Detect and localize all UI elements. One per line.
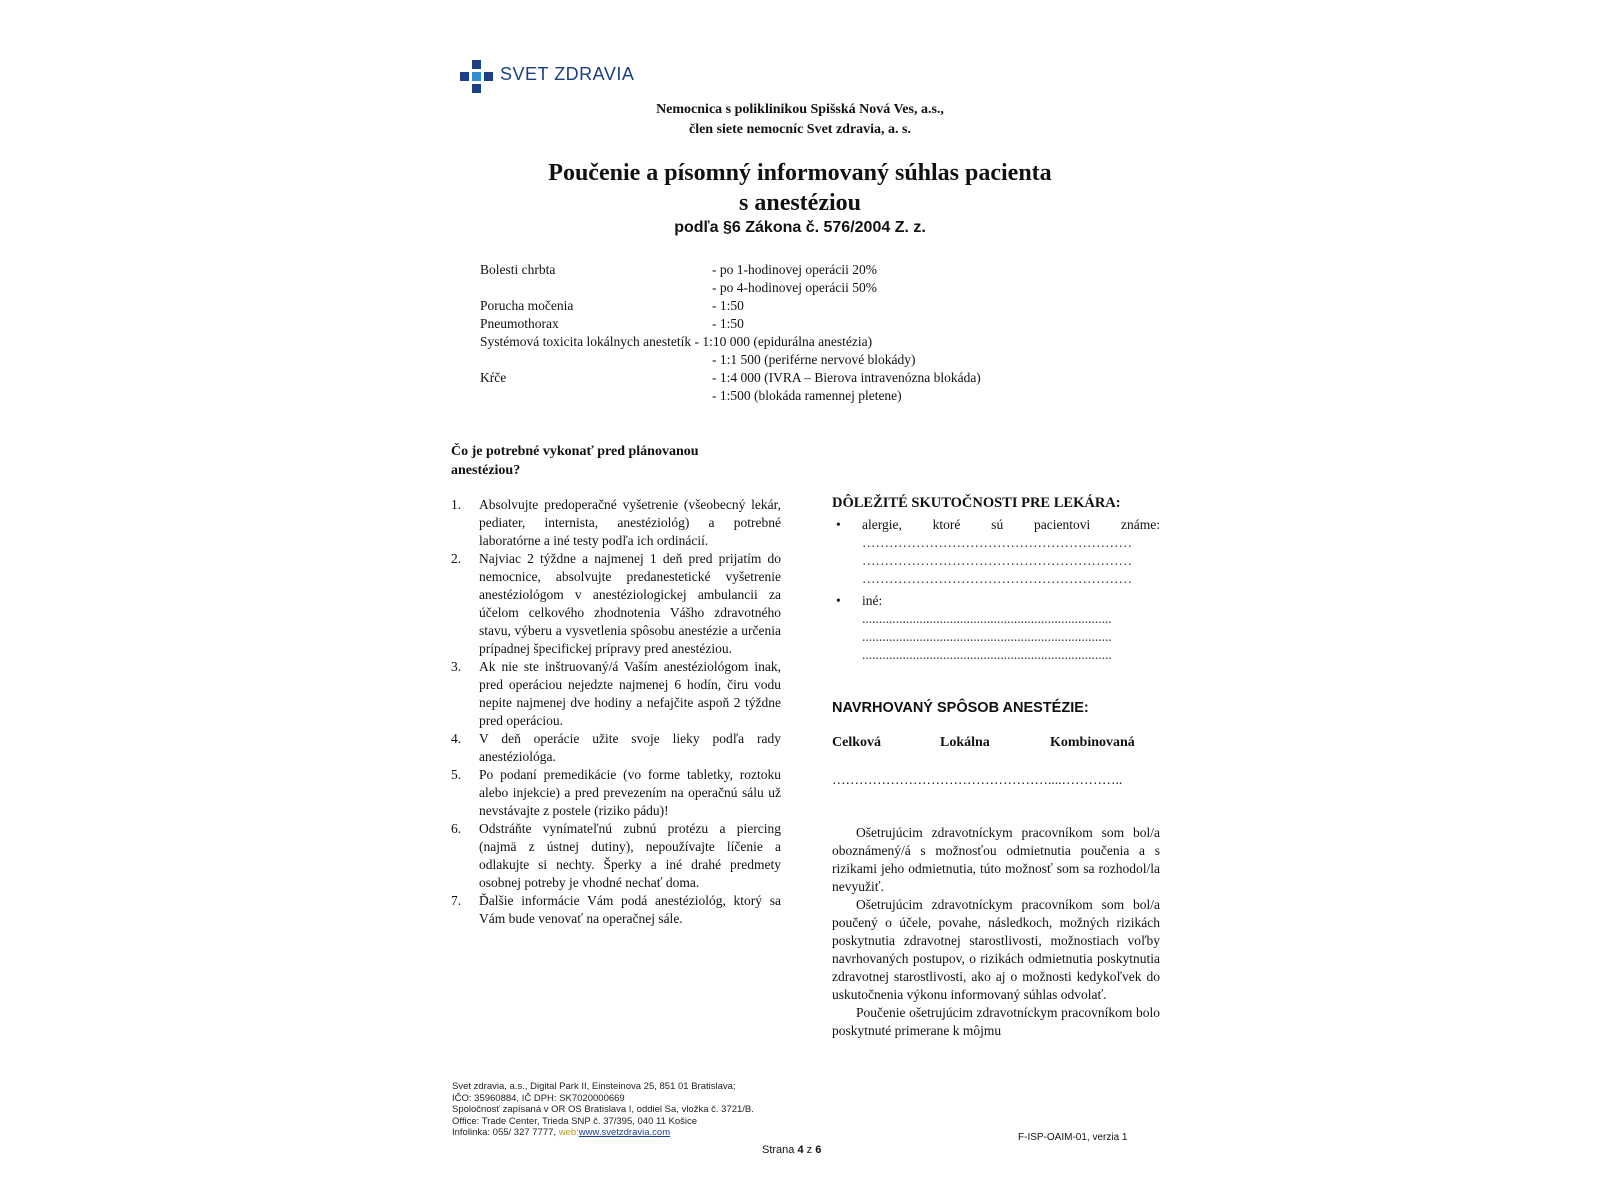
form-code: F-ISP-OAIM-01, verzia 1 [1018,1132,1128,1143]
facts-list [832,516,1160,664]
step-number: 6. [451,821,462,836]
risk-value: - po 4-hodinovej operácii 50% [712,280,877,295]
footer-infoline: Infolinka: 055/ 327 7777, [452,1127,559,1138]
website-link[interactable]: www.svetzdravia.com [578,1127,671,1138]
preparation-steps-list [451,496,781,928]
step-text: Absolvujte predoperačné vyšetrenie (všeobecný lekár, pediater, internista, anestéziológ) a potrebné laboratórne a iné testy podľa ich ordinácií. [479,497,781,548]
risk-label: Bolesti chrbta [480,262,556,277]
list-item [451,820,781,892]
page-separator: z [803,1144,816,1156]
risk-label: Systémová toxicita lokálnych anestetík - 1:10 000 (epidurálna anestézia) [480,334,873,349]
page-total: 6 [815,1144,822,1156]
preparation-heading [451,442,771,480]
step-text: Odstráňte vynímateľnú zubnú protézu a piercing (najmä z ústnej dutiny), nepoužívajte líčenie a odlakujte si nechty. Šperky a iné drahé predmety osobnej potreby je vhodné nechať doma. [479,821,781,890]
network-name: člen siete nemocníc Svet zdravia, a. s. [688,122,911,137]
step-number: 7. [451,893,462,908]
list-item [451,766,781,820]
allergy-dotted-line[interactable]: …………………………………………………… [862,571,1132,586]
anesthesia-heading: NAVRHOVANÝ SPÔSOB ANESTÉZIE: [832,700,1089,716]
bullet-icon: • [836,593,841,608]
allergy-item [832,516,1160,534]
risk-value: - po 1-hodinovej operácii 20% [712,262,877,277]
list-item [451,730,781,766]
list-item [451,550,781,658]
logo-text: SVET ZDRAVIA [500,64,635,84]
list-item [451,892,781,928]
step-text: Po podaní premedikácie (vo forme tabletky, roztoku alebo injekcie) a pred prevezením na operačnú sálu už nevstávajte z postele (riziko pádu)! [479,767,781,818]
page-current: 4 [797,1144,804,1156]
list-item [451,658,781,730]
risk-value: - 1:500 (blokáda ramennej pletene) [712,388,902,403]
footer-ids: IČO: 35960884, IČ DPH: SK7020000669 [452,1092,625,1104]
anesthesia-option-local[interactable]: Lokálna [940,735,990,750]
other-dotted-line[interactable]: .......................................................................... [862,611,1112,626]
risk-label: Kŕče [480,370,507,385]
anesthesia-option-general[interactable]: Celková [832,735,881,750]
risk-label: Porucha močenia [480,298,574,313]
consent-paragraph: Poučenie ošetrujúcim zdravotníckym pracovníkom bolo poskytnuté primerane k môjmu [832,1005,1160,1038]
step-number: 4. [451,731,462,746]
risk-value: - 1:50 [712,298,744,313]
step-text: Ďalšie informácie Vám podá anestéziológ, ktorý sa Vám bude venovať na operačnej sále. [479,893,781,926]
company-footer [452,1081,832,1139]
footer-address: Svet zdravia, a.s., Digital Park II, Einsteinova 25, 851 01 Bratislava; [452,1081,736,1092]
preparation-heading-line1: Čo je potrebné vykonať pred plánovanou [451,444,699,459]
page-number [762,1144,821,1156]
consent-paragraph: Ošetrujúcim zdravotníckym pracovníkom som bol/a oboznámený/á s možnosťou odmietnutia poučenia a s rizikami jeho odmietnutia, túto možnosť som sa rozhodol/la nevyužiť. [832,825,1160,894]
list-item [451,496,781,550]
preparation-heading-line2: anestéziou? [451,463,521,478]
other-dotted-line[interactable]: .......................................................................... [862,647,1112,662]
step-number: 1. [451,497,462,512]
allergy-dotted-line[interactable]: …………………………………………………… [862,535,1132,550]
hospital-name: Nemocnica s poliklinikou Spišská Nová Ves, a.s., [656,102,944,117]
risk-label: Pneumothorax [480,316,559,331]
step-number: 3. [451,659,462,674]
anesthesia-option-combined[interactable]: Kombinovaná [1050,735,1135,750]
allergy-dotted-line[interactable]: …………………………………………………… [862,553,1132,568]
footer-office: Office: Trade Center, Trieda SNP č. 37/395, 040 11 Košice [452,1115,698,1127]
facts-heading: DÔLEŽITÉ SKUTOČNOSTI PRE LEKÁRA: [832,495,1121,511]
other-dotted-line[interactable]: .......................................................................... [862,629,1112,644]
footer-contact [452,1127,832,1139]
allergy-label: alergie, ktoré sú pacientovi známe: [862,517,1160,532]
anesthesia-dotted-line[interactable]: …………………………………………....………….. [832,772,1123,787]
page-prefix: Strana [762,1144,798,1156]
step-number: 2. [451,551,462,566]
step-text: Ak nie ste inštruovaný/á Vaším anestéziológom inak, pred operáciou nejedzte najmenej 6 hodín, čiru vodu nepite najmenej dve hodiny a nefajčite aspoň 2 týždne pred operáciou. [479,659,781,728]
consent-paragraph: Ošetrujúcim zdravotníckym pracovníkom som bol/a poučený o účele, povahe, následkoch, možných rizikách poskytnutia zdravotnej starostlivosti, možnostiach voľby navrhovaných postupov, o rizikách odmietnutia poskytnutia zdravotnej starostlivosti, ako aj o možnosti kedykoľvek do uskutočnenia výkonu informovaný súhlas odvolať. [832,897,1160,1002]
step-text: V deň operácie užite svoje lieky podľa rady anestéziológa. [479,731,781,764]
step-text: Najviac 2 týždne a najmenej 1 deň pred prijatím do nemocnice, absolvujte predanestetické vyšetrenie anestéziológom v anestéziologickej ambulancii za účelom celkového zhodnotenia Vášho zdravotného stavu, výberu a vysvetlenia spôsobu anestézie a určenia prípadnej špecifickej prípravy pred anestéziou. [479,551,781,656]
other-label: iné: [862,593,883,608]
other-item [832,592,1160,610]
consent-text [832,824,1160,1040]
svet-zdravia-logo [460,60,640,94]
bullet-icon: • [836,517,841,532]
document-title: Poučenie a písomný informovaný súhlas pacienta [548,160,1052,186]
step-number: 5. [451,767,462,782]
risk-value: - 1:50 [712,316,744,331]
document-subtitle: podľa §6 Zákona č. 576/2004 Z. z. [674,219,926,236]
cross-icon [460,60,494,94]
footer-web-label: web: [558,1127,579,1138]
footer-registry: Spoločnosť zapísaná v OR OS Bratislava I, oddiel Sa, vložka č. 3721/B. [452,1104,754,1115]
document-title-line2: s anestéziou [739,190,861,216]
risk-value: - 1:1 500 (periférne nervové blokády) [712,352,916,367]
risk-value: - 1:4 000 (IVRA – Bierova intravenózna blokáda) [712,370,981,385]
